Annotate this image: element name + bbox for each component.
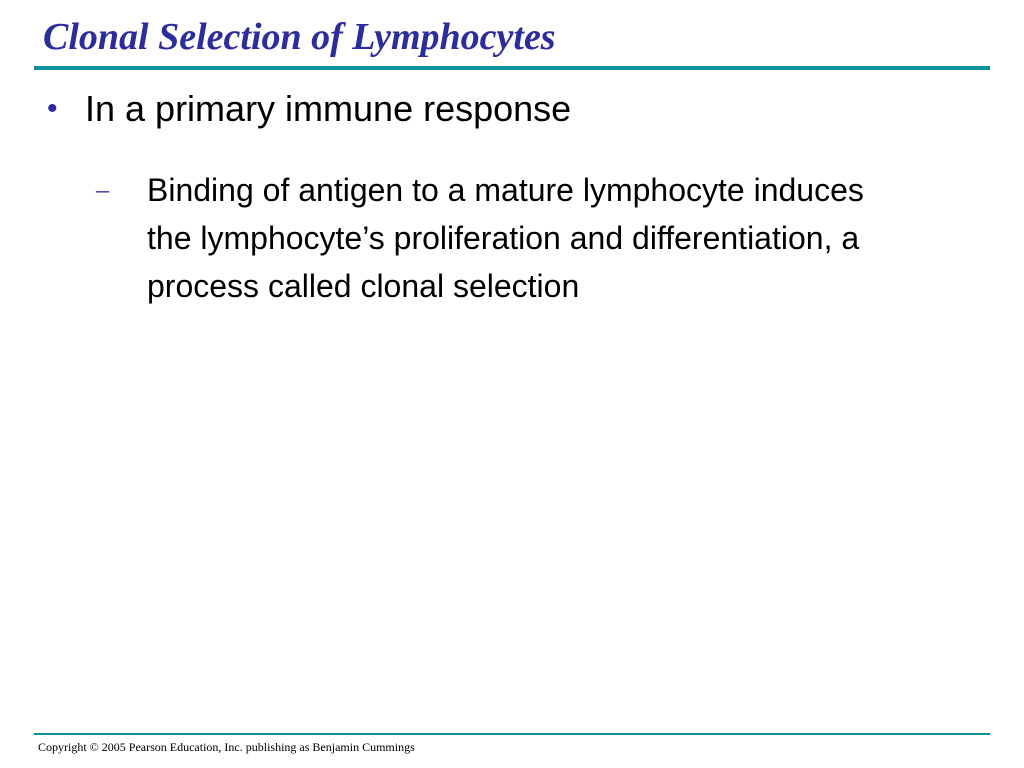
title-divider <box>34 66 990 70</box>
copyright-footer: Copyright © 2005 Pearson Education, Inc. publishing as Benjamin Cummings <box>38 740 415 754</box>
sub-bullet-marker: – <box>96 175 109 204</box>
sub-bullet-text: Binding of antigen to a mature lymphocyte induces the lymphocyte’s proliferation and differentiation, a process called clonal selection <box>147 172 864 304</box>
sub-bullet-item <box>96 166 926 310</box>
bullet-marker: • <box>47 92 58 125</box>
footer-divider <box>34 733 990 735</box>
slide-title: Clonal Selection of Lymphocytes <box>43 16 556 58</box>
bullet-text: In a primary immune response <box>85 88 572 129</box>
bullet-item <box>47 84 987 134</box>
